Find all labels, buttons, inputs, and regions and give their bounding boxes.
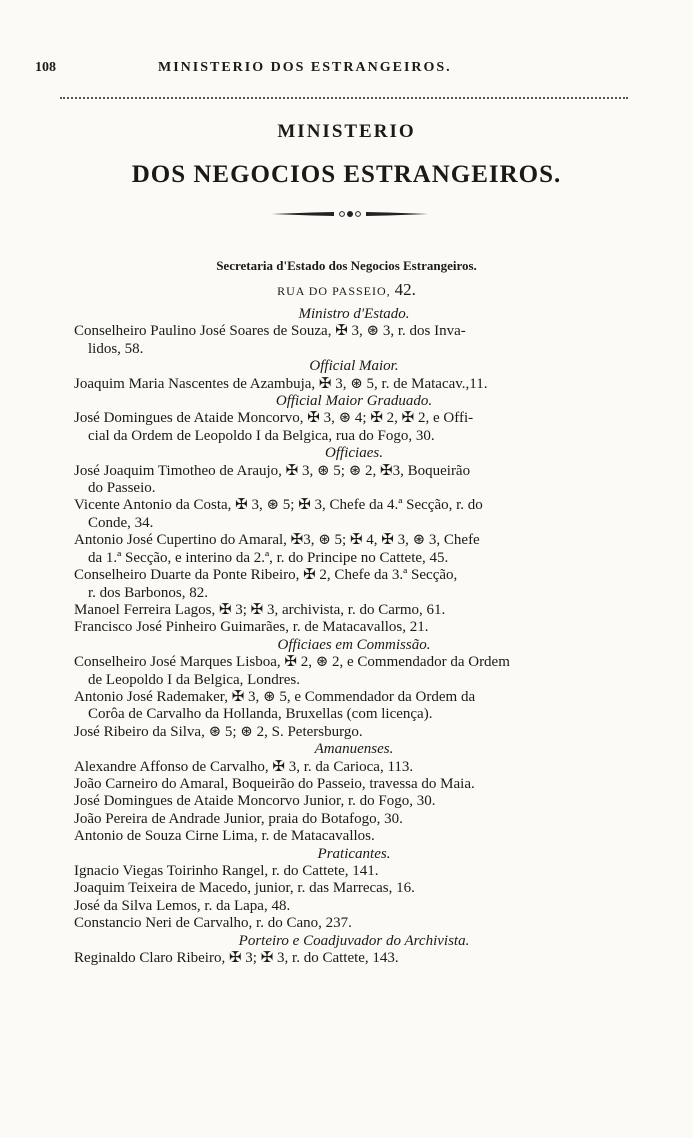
address-number: 42. bbox=[394, 280, 416, 299]
subsection-heading: Praticantes. bbox=[317, 845, 391, 862]
subsection-heading: Officiaes. bbox=[325, 445, 383, 462]
staff-entry: Antonio de Souza Cirne Lima, r. de Matacavallos. bbox=[74, 828, 375, 845]
entry-continuation: da 1.ª Secção, e interino da 2.ª, r. do Principe no Cattete, 45. bbox=[88, 549, 449, 566]
subsection-heading: Official Maior Graduado. bbox=[275, 393, 433, 410]
staff-entry: Alexandre Affonso de Carvalho, ✠ 3, r. da Carioca, 113. bbox=[74, 758, 414, 775]
staff-entry: Vicente Antonio da Costa, ✠ 3, ⊛ 5; ✠ 3, Chefe da 4.ª Secção, r. do bbox=[74, 497, 483, 514]
entry-continuation: do Passeio. bbox=[88, 480, 156, 497]
ministry-title: MINISTERIO bbox=[277, 121, 416, 142]
staff-entry: Reginaldo Claro Ribeiro, ✠ 3; ✠ 3, r. do Cattete, 143. bbox=[74, 950, 399, 967]
entry-continuation: cial da Ordem de Leopoldo I da Belgica, rua do Fogo, 30. bbox=[88, 427, 435, 444]
staff-entry: José da Silva Lemos, r. da Lapa, 48. bbox=[74, 897, 291, 914]
staff-entry: Joaquim Teixeira de Macedo, junior, r. das Marrecas, 16. bbox=[74, 880, 415, 897]
staff-entry: Conselheiro Duarte da Ponte Ribeiro, ✠ 2, Chefe da 3.ª Secção, bbox=[74, 567, 458, 584]
subsection-heading: Official Maior. bbox=[309, 358, 399, 375]
staff-entry: Manoel Ferreira Lagos, ✠ 3; ✠ 3, archivista, r. do Carmo, 61. bbox=[74, 601, 446, 618]
staff-entry: João Carneiro do Amaral, Boqueirão do Passeio, travessa do Maia. bbox=[74, 775, 475, 792]
staff-entry: José Domingues de Ataide Moncorvo, ✠ 3, ⊛ 4; ✠ 2, ✠ 2, e Offi- bbox=[74, 410, 474, 427]
staff-entry: Constancio Neri de Carvalho, r. do Cano, 237. bbox=[74, 915, 352, 932]
subsection-heading: Porteiro e Coadjuvador do Archivista. bbox=[238, 932, 470, 949]
staff-entry: Antonio José Rademaker, ✠ 3, ⊛ 5, e Commendador da Ordem da bbox=[74, 688, 476, 705]
staff-entry: Conselheiro Paulino José Soares de Souza, ✠ 3, ⊛ 3, r. dos Inva- bbox=[74, 323, 466, 340]
staff-entry: Conselheiro José Marques Lisboa, ✠ 2, ⊛ 2, e Commendador da Ordem bbox=[74, 654, 510, 671]
staff-entry: José Domingues de Ataide Moncorvo Junior, r. do Fogo, 30. bbox=[74, 793, 436, 810]
staff-entry: Antonio José Cupertino do Amaral, ✠3, ⊛ 5; ✠ 4, ✠ 3, ⊛ 3, Chefe bbox=[74, 532, 480, 549]
staff-entry: Francisco José Pinheiro Guimarães, r. de Matacavallos, 21. bbox=[74, 619, 429, 636]
ornament-divider bbox=[272, 210, 428, 218]
entry-continuation: lidos, 58. bbox=[88, 340, 144, 357]
entry-continuation: Corôa de Carvalho da Hollanda, Bruxellas (com licença). bbox=[88, 706, 433, 723]
section-heading: Secretaria d'Estado dos Negocios Estrangeiros. bbox=[216, 258, 477, 273]
subsection-heading: Amanuenses. bbox=[314, 741, 394, 758]
subsection-heading: Officiaes em Commissão. bbox=[277, 636, 431, 653]
staff-entry: Ignacio Viegas Toirinho Rangel, r. do Cattete, 141. bbox=[74, 863, 379, 879]
section-address bbox=[0, 280, 693, 300]
page-number: 108 bbox=[35, 60, 56, 75]
entry-continuation: de Leopoldo I da Belgica, Londres. bbox=[88, 671, 301, 688]
header-rule bbox=[60, 97, 628, 99]
staff-entry: José Joaquim Timotheo de Araujo, ✠ 3, ⊛ 5; ⊛ 2, ✠3, Boqueirão bbox=[74, 462, 471, 479]
entry-continuation: r. dos Barbonos, 82. bbox=[88, 584, 208, 601]
subsection-heading: Ministro d'Estado. bbox=[298, 306, 410, 322]
address-label: RUA DO PASSEIO, bbox=[277, 284, 391, 298]
running-title: MINISTERIO DOS ESTRANGEIROS. bbox=[158, 60, 452, 75]
staff-list bbox=[74, 306, 634, 967]
staff-entry: José Ribeiro da Silva, ⊛ 5; ⊛ 2, S. Petersburgo. bbox=[74, 723, 363, 740]
entry-continuation: Conde, 34. bbox=[88, 514, 154, 531]
staff-entry: João Pereira de Andrade Junior, praia do Botafogo, 30. bbox=[74, 810, 403, 827]
ministry-subtitle: DOS NEGOCIOS ESTRANGEIROS. bbox=[131, 161, 562, 188]
staff-entry: Joaquim Maria Nascentes de Azambuja, ✠ 3, ⊛ 5, r. de Matacav.,11. bbox=[74, 375, 488, 392]
